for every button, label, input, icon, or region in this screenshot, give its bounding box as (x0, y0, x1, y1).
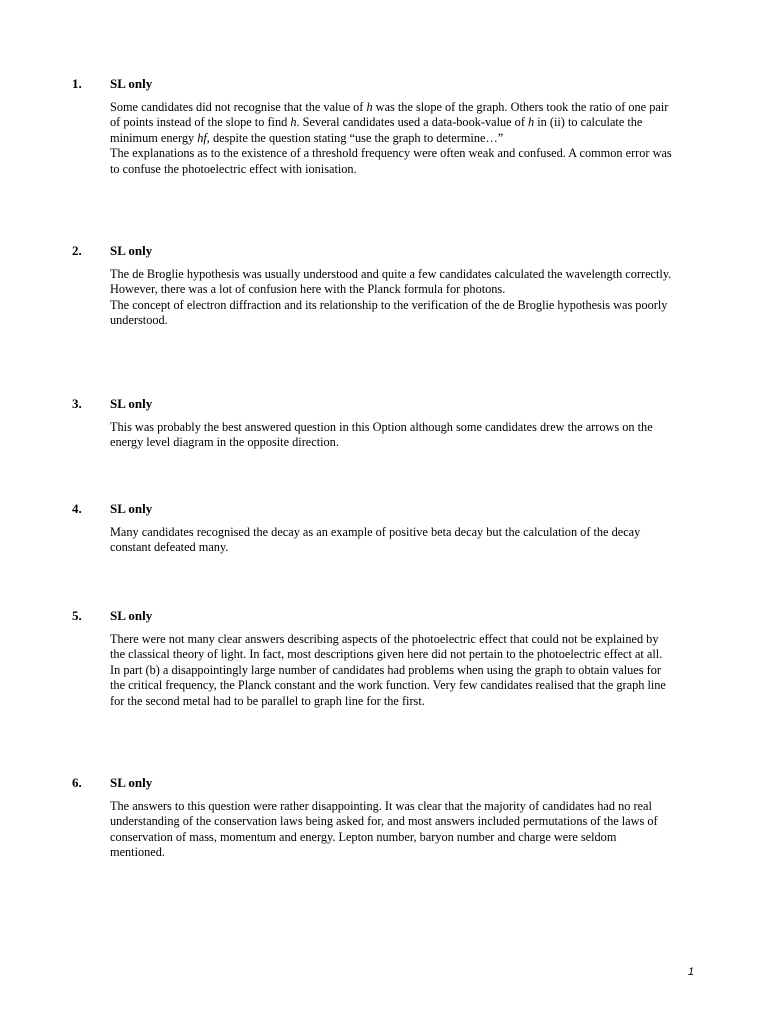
section-header (72, 501, 672, 517)
section-number: 6. (72, 775, 82, 790)
italic-symbol: hf (197, 130, 207, 145)
section-body (110, 525, 672, 556)
section-number: 1. (72, 76, 82, 91)
section-header (72, 396, 672, 412)
section-number: 5. (72, 608, 82, 623)
section-number: 2. (72, 243, 82, 258)
paragraph: The de Broglie hypothesis was usually understood and quite a few candidates calculated the wavelength correctly. However, there was a lot of confusion here with the Planck formula for photons. (110, 267, 672, 297)
paragraph: There were not many clear answers describing aspects of the photoelectric effect that could not be explained by the classical theory of light. In fact, most descriptions given here did not pertain to the photoelectric effect at all. In part (b) a disappointingly large number of candidates had problems when using the graph to obtain values for the critical frequency, the Planck constant and the work function. Very few candidates realised that the graph line for the second metal had to be parallel to graph line for the first. (110, 632, 666, 708)
section-heading: SL only (110, 608, 153, 623)
section-number: 3. (72, 396, 82, 411)
italic-symbol: h (290, 115, 297, 130)
section-heading: SL only (110, 243, 153, 258)
section-body (110, 799, 672, 861)
section-3 (72, 396, 672, 451)
paragraph: The concept of electron diffraction and its relationship to the verification of the de Broglie hypothesis was poorly understood. (110, 297, 668, 328)
section-header (72, 243, 672, 259)
section-1 (72, 76, 672, 177)
section-body (110, 632, 672, 709)
section-header (72, 608, 672, 624)
section-body (110, 267, 672, 329)
section-number: 4. (72, 501, 82, 516)
italic-symbol: h (528, 115, 535, 130)
section-header (72, 76, 672, 92)
section-body (110, 420, 672, 451)
section-6 (72, 775, 672, 861)
section-2 (72, 243, 672, 329)
section-5 (72, 608, 672, 709)
section-heading: SL only (110, 501, 153, 516)
section-heading: SL only (110, 396, 153, 411)
paragraph: The explanations as to the existence of a threshold frequency were often weak and confused. A common error was to confuse the photoelectric effect with ionisation. (110, 146, 672, 176)
paragraph: This was probably the best answered question in this Option although some candidates drew the arrows on the energy level diagram in the opposite direction. (110, 420, 653, 450)
paragraph: The answers to this question were rather disappointing. It was clear that the majority of candidates had no real understanding of the conservation laws being asked for, and most answers included permutations of the laws of conservation of mass, momentum and energy. Lepton number, baryon number and charge were seldom mentioned. (110, 799, 658, 860)
section-4 (72, 501, 672, 556)
section-heading: SL only (110, 775, 153, 790)
paragraph: Some candidates did not recognise that the value of h was the slope of the graph. Others took the ratio of one pair of points instead of the slope to find h. Several candidates used a data-book-value of h in (ii) to calculate the minimum energy hf, despite the question stating “use the graph to determine…” (110, 100, 669, 145)
italic-symbol: h (366, 100, 373, 114)
section-body (110, 100, 672, 177)
page-number: 1 (687, 966, 694, 978)
paragraph: Many candidates recognised the decay as an example of positive beta decay but the calculation of the decay constant defeated many. (110, 525, 641, 555)
section-header (72, 775, 672, 791)
section-heading: SL only (110, 76, 153, 91)
